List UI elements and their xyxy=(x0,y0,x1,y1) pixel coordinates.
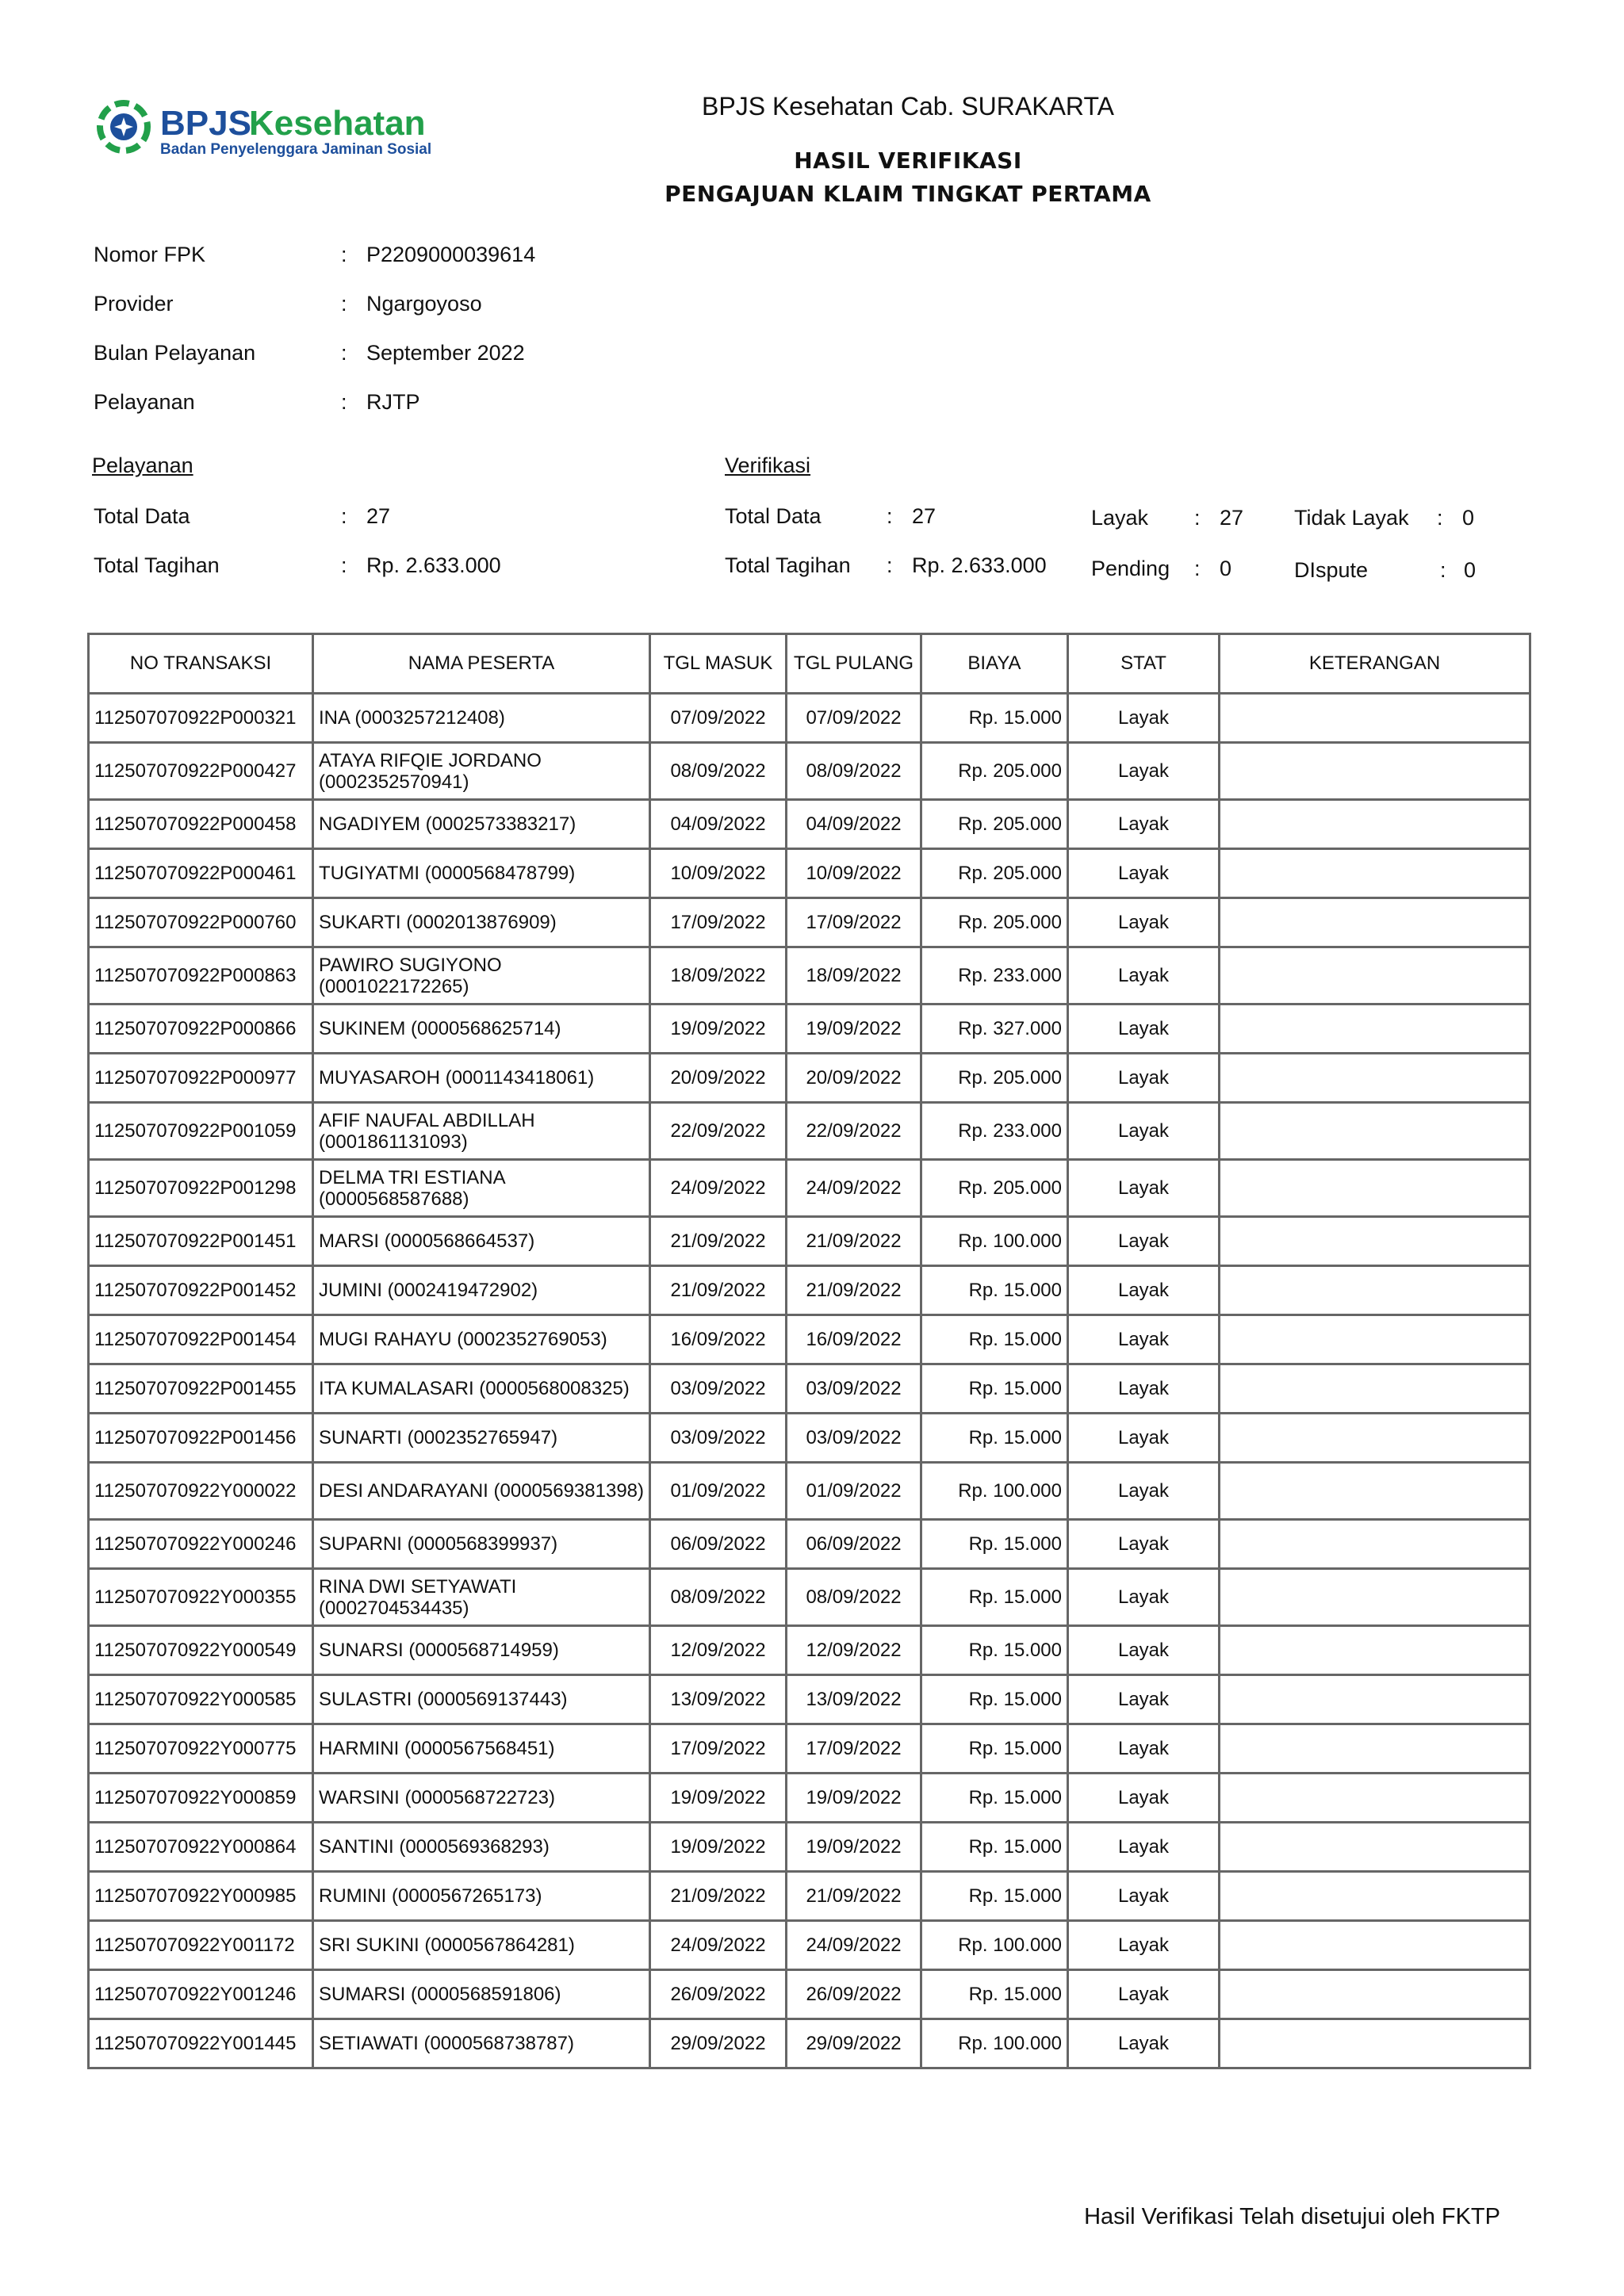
table-row xyxy=(89,947,1530,1004)
cell-tgl-pulang: 17/09/2022 xyxy=(787,1724,921,1774)
table-row xyxy=(89,1315,1530,1364)
bpjs-logo-icon xyxy=(94,94,442,165)
table-row xyxy=(89,1160,1530,1217)
cell-biaya: Rp. 15.000 xyxy=(921,1970,1068,2019)
table-row xyxy=(89,800,1530,849)
cell-no-transaksi: 112507070922P001059 xyxy=(89,1103,313,1160)
pelayanan-value: RJTP xyxy=(366,390,420,414)
colon: : xyxy=(1194,557,1201,580)
cell-no-transaksi: 112507070922Y000985 xyxy=(89,1872,313,1921)
table-header-row xyxy=(89,634,1530,694)
cell-no-transaksi: 112507070922P001455 xyxy=(89,1364,313,1414)
cell-stat: Layak xyxy=(1068,1315,1220,1364)
table-row xyxy=(89,1414,1530,1463)
cell-biaya: Rp. 100.000 xyxy=(921,2019,1068,2068)
cell-biaya: Rp. 15.000 xyxy=(921,1626,1068,1675)
pelayanan-total-tagihan-value: Rp. 2.633.000 xyxy=(366,553,501,577)
colon: : xyxy=(341,341,347,365)
table-row xyxy=(89,1872,1530,1921)
cell-stat: Layak xyxy=(1068,800,1220,849)
colon: : xyxy=(1437,506,1443,530)
cell-keterangan xyxy=(1220,1921,1530,1970)
document-subtitle: PENGAJUAN KLAIM TINGKAT PERTAMA xyxy=(665,181,1151,207)
cell-biaya: Rp. 205.000 xyxy=(921,898,1068,947)
cell-biaya: Rp. 15.000 xyxy=(921,1724,1068,1774)
cell-tgl-masuk: 07/09/2022 xyxy=(650,694,787,743)
cell-keterangan xyxy=(1220,1217,1530,1266)
cell-tgl-masuk: 01/09/2022 xyxy=(650,1463,787,1520)
cell-stat: Layak xyxy=(1068,1054,1220,1103)
table-row xyxy=(89,898,1530,947)
pending-value: 0 xyxy=(1220,557,1232,580)
cell-keterangan xyxy=(1220,1823,1530,1872)
pending-label: Pending xyxy=(1091,557,1170,580)
cell-nama-peserta: TUGIYATMI (0000568478799) xyxy=(313,849,650,898)
cell-biaya: Rp. 15.000 xyxy=(921,1266,1068,1315)
cell-nama-peserta: DELMA TRI ESTIANA (0000568587688) xyxy=(313,1160,650,1217)
provider-value: Ngargoyoso xyxy=(366,292,482,316)
cell-keterangan xyxy=(1220,849,1530,898)
document-title: HASIL VERIFIKASI xyxy=(794,147,1022,174)
table-row xyxy=(89,1004,1530,1054)
cell-keterangan xyxy=(1220,743,1530,800)
header-tgl-pulang: TGL PULANG xyxy=(787,634,921,694)
cell-tgl-masuk: 17/09/2022 xyxy=(650,898,787,947)
cell-keterangan xyxy=(1220,1626,1530,1675)
cell-no-transaksi: 112507070922P001451 xyxy=(89,1217,313,1266)
cell-nama-peserta: NGADIYEM (0002573383217) xyxy=(313,800,650,849)
nomor-fpk-label: Nomor FPK xyxy=(94,243,206,266)
cell-biaya: Rp. 205.000 xyxy=(921,1160,1068,1217)
cell-tgl-masuk: 08/09/2022 xyxy=(650,1569,787,1626)
cell-tgl-pulang: 13/09/2022 xyxy=(787,1675,921,1724)
cell-nama-peserta: SUNARSI (0000568714959) xyxy=(313,1626,650,1675)
bpjs-logo xyxy=(94,94,442,165)
table-row xyxy=(89,1724,1530,1774)
colon: : xyxy=(1440,558,1446,582)
pelayanan-heading: Pelayanan xyxy=(92,453,193,477)
cell-nama-peserta: SUPARNI (0000568399937) xyxy=(313,1520,650,1569)
footer-approval-note: Hasil Verifikasi Telah disetujui oleh FKTP xyxy=(1084,2204,1500,2229)
pelayanan-total-data-value: 27 xyxy=(366,504,391,528)
cell-tgl-pulang: 19/09/2022 xyxy=(787,1774,921,1823)
cell-nama-peserta: DESI ANDARAYANI (0000569381398) xyxy=(313,1463,650,1520)
nomor-fpk-value: P2209000039614 xyxy=(366,243,536,266)
cell-tgl-masuk: 24/09/2022 xyxy=(650,1921,787,1970)
cell-keterangan xyxy=(1220,898,1530,947)
cell-tgl-pulang: 29/09/2022 xyxy=(787,2019,921,2068)
header-tgl-masuk: TGL MASUK xyxy=(650,634,787,694)
table-row xyxy=(89,1463,1530,1520)
cell-nama-peserta: SUNARTI (0002352765947) xyxy=(313,1414,650,1463)
cell-keterangan xyxy=(1220,1364,1530,1414)
cell-biaya: Rp. 100.000 xyxy=(921,1921,1068,1970)
cell-tgl-pulang: 19/09/2022 xyxy=(787,1823,921,1872)
cell-biaya: Rp. 15.000 xyxy=(921,1364,1068,1414)
cell-stat: Layak xyxy=(1068,1823,1220,1872)
cell-keterangan xyxy=(1220,694,1530,743)
table-row xyxy=(89,694,1530,743)
colon: : xyxy=(341,553,347,577)
cell-tgl-pulang: 07/09/2022 xyxy=(787,694,921,743)
dispute-label: DIspute xyxy=(1294,558,1369,582)
pelayanan-total-data-label: Total Data xyxy=(94,504,190,528)
cell-nama-peserta: RUMINI (0000567265173) xyxy=(313,1872,650,1921)
cell-no-transaksi: 112507070922P000863 xyxy=(89,947,313,1004)
cell-tgl-pulang: 08/09/2022 xyxy=(787,1569,921,1626)
cell-no-transaksi: 112507070922Y000775 xyxy=(89,1724,313,1774)
header-no-transaksi: NO TRANSAKSI xyxy=(89,634,313,694)
verifikasi-total-tagihan-value: Rp. 2.633.000 xyxy=(912,553,1047,577)
colon: : xyxy=(341,390,347,414)
cell-no-transaksi: 112507070922P001452 xyxy=(89,1266,313,1315)
cell-keterangan xyxy=(1220,1774,1530,1823)
cell-nama-peserta: SUKARTI (0002013876909) xyxy=(313,898,650,947)
layak-value: 27 xyxy=(1220,506,1244,530)
cell-tgl-masuk: 13/09/2022 xyxy=(650,1675,787,1724)
cell-biaya: Rp. 15.000 xyxy=(921,1872,1068,1921)
bulan-pelayanan-label: Bulan Pelayanan xyxy=(94,341,256,365)
pelayanan-label: Pelayanan xyxy=(94,390,195,414)
cell-nama-peserta: SANTINI (0000569368293) xyxy=(313,1823,650,1872)
cell-tgl-masuk: 08/09/2022 xyxy=(650,743,787,800)
cell-nama-peserta: ATAYA RIFQIE JORDANO (0002352570941) xyxy=(313,743,650,800)
table-row xyxy=(89,1970,1530,2019)
cell-biaya: Rp. 233.000 xyxy=(921,1103,1068,1160)
cell-tgl-masuk: 18/09/2022 xyxy=(650,947,787,1004)
table-row xyxy=(89,849,1530,898)
cell-tgl-pulang: 26/09/2022 xyxy=(787,1970,921,2019)
cell-no-transaksi: 112507070922P000461 xyxy=(89,849,313,898)
cell-tgl-pulang: 01/09/2022 xyxy=(787,1463,921,1520)
claims-table-wrapper xyxy=(87,633,1531,2069)
cell-keterangan xyxy=(1220,1004,1530,1054)
provider-label: Provider xyxy=(94,292,174,316)
cell-tgl-masuk: 16/09/2022 xyxy=(650,1315,787,1364)
cell-keterangan xyxy=(1220,1520,1530,1569)
cell-stat: Layak xyxy=(1068,1463,1220,1520)
cell-biaya: Rp. 15.000 xyxy=(921,1823,1068,1872)
cell-no-transaksi: 112507070922P000866 xyxy=(89,1004,313,1054)
cell-tgl-pulang: 21/09/2022 xyxy=(787,1266,921,1315)
cell-no-transaksi: 112507070922Y001246 xyxy=(89,1970,313,2019)
cell-no-transaksi: 112507070922P001454 xyxy=(89,1315,313,1364)
tidak-layak-value: 0 xyxy=(1462,506,1475,530)
cell-nama-peserta: SRI SUKINI (0000567864281) xyxy=(313,1921,650,1970)
cell-tgl-pulang: 10/09/2022 xyxy=(787,849,921,898)
cell-nama-peserta: WARSINI (0000568722723) xyxy=(313,1774,650,1823)
cell-nama-peserta: SETIAWATI (0000568738787) xyxy=(313,2019,650,2068)
colon: : xyxy=(341,243,347,266)
verifikasi-total-data-label: Total Data xyxy=(725,504,822,528)
cell-tgl-pulang: 24/09/2022 xyxy=(787,1160,921,1217)
cell-no-transaksi: 112507070922P000760 xyxy=(89,898,313,947)
header-stat: STAT xyxy=(1068,634,1220,694)
cell-tgl-masuk: 22/09/2022 xyxy=(650,1103,787,1160)
cell-tgl-masuk: 21/09/2022 xyxy=(650,1266,787,1315)
cell-no-transaksi: 112507070922Y001172 xyxy=(89,1921,313,1970)
cell-tgl-masuk: 19/09/2022 xyxy=(650,1004,787,1054)
cell-tgl-masuk: 19/09/2022 xyxy=(650,1823,787,1872)
cell-tgl-masuk: 10/09/2022 xyxy=(650,849,787,898)
cell-no-transaksi: 112507070922Y000355 xyxy=(89,1569,313,1626)
cell-biaya: Rp. 100.000 xyxy=(921,1463,1068,1520)
cell-nama-peserta: HARMINI (0000567568451) xyxy=(313,1724,650,1774)
cell-keterangan xyxy=(1220,1160,1530,1217)
table-row xyxy=(89,1675,1530,1724)
cell-stat: Layak xyxy=(1068,1103,1220,1160)
cell-nama-peserta: SULASTRI (0000569137443) xyxy=(313,1675,650,1724)
cell-tgl-masuk: 04/09/2022 xyxy=(650,800,787,849)
cell-no-transaksi: 112507070922P000977 xyxy=(89,1054,313,1103)
cell-biaya: Rp. 205.000 xyxy=(921,743,1068,800)
logo-text-bpjs: BPJS xyxy=(160,104,251,143)
cell-stat: Layak xyxy=(1068,1266,1220,1315)
cell-tgl-masuk: 26/09/2022 xyxy=(650,1970,787,2019)
cell-no-transaksi: 112507070922P001298 xyxy=(89,1160,313,1217)
cell-keterangan xyxy=(1220,1724,1530,1774)
cell-biaya: Rp. 100.000 xyxy=(921,1217,1068,1266)
cell-nama-peserta: SUMARSI (0000568591806) xyxy=(313,1970,650,2019)
cell-no-transaksi: 112507070922Y000549 xyxy=(89,1626,313,1675)
header-nama-peserta: NAMA PESERTA xyxy=(313,634,650,694)
cell-nama-peserta: AFIF NAUFAL ABDILLAH (0001861131093) xyxy=(313,1103,650,1160)
cell-nama-peserta: MUYASAROH (0001143418061) xyxy=(313,1054,650,1103)
branch-name: BPJS Kesehatan Cab. SURAKARTA xyxy=(702,92,1114,121)
cell-biaya: Rp. 205.000 xyxy=(921,849,1068,898)
cell-stat: Layak xyxy=(1068,1626,1220,1675)
cell-tgl-masuk: 24/09/2022 xyxy=(650,1160,787,1217)
logo-subtitle: Badan Penyelenggara Jaminan Sosial xyxy=(160,141,432,158)
cell-biaya: Rp. 15.000 xyxy=(921,1520,1068,1569)
cell-tgl-masuk: 06/09/2022 xyxy=(650,1520,787,1569)
cell-stat: Layak xyxy=(1068,743,1220,800)
cell-stat: Layak xyxy=(1068,1774,1220,1823)
cell-keterangan xyxy=(1220,2019,1530,2068)
cell-tgl-pulang: 03/09/2022 xyxy=(787,1414,921,1463)
cell-nama-peserta: ITA KUMALASARI (0000568008325) xyxy=(313,1364,650,1414)
colon: : xyxy=(887,504,893,528)
table-row xyxy=(89,743,1530,800)
verifikasi-total-data-value: 27 xyxy=(912,504,936,528)
cell-tgl-pulang: 17/09/2022 xyxy=(787,898,921,947)
cell-stat: Layak xyxy=(1068,694,1220,743)
cell-stat: Layak xyxy=(1068,1921,1220,1970)
cell-tgl-masuk: 21/09/2022 xyxy=(650,1872,787,1921)
claims-table xyxy=(87,633,1531,2069)
table-row xyxy=(89,1103,1530,1160)
cell-no-transaksi: 112507070922Y000859 xyxy=(89,1774,313,1823)
cell-no-transaksi: 112507070922Y001445 xyxy=(89,2019,313,2068)
colon: : xyxy=(341,504,347,528)
cell-stat: Layak xyxy=(1068,1569,1220,1626)
dispute-value: 0 xyxy=(1464,558,1477,582)
cell-tgl-pulang: 12/09/2022 xyxy=(787,1626,921,1675)
cell-keterangan xyxy=(1220,1103,1530,1160)
verifikasi-heading: Verifikasi xyxy=(725,453,811,477)
tidak-layak-label: Tidak Layak xyxy=(1294,506,1409,530)
table-row xyxy=(89,1217,1530,1266)
cell-stat: Layak xyxy=(1068,898,1220,947)
pelayanan-total-tagihan-label: Total Tagihan xyxy=(94,553,220,577)
table-row xyxy=(89,1921,1530,1970)
cell-no-transaksi: 112507070922P000427 xyxy=(89,743,313,800)
header-biaya: BIAYA xyxy=(921,634,1068,694)
cell-stat: Layak xyxy=(1068,1414,1220,1463)
header-keterangan: KETERANGAN xyxy=(1220,634,1530,694)
layak-label: Layak xyxy=(1091,506,1149,530)
cell-tgl-pulang: 18/09/2022 xyxy=(787,947,921,1004)
cell-keterangan xyxy=(1220,1315,1530,1364)
cell-tgl-pulang: 06/09/2022 xyxy=(787,1520,921,1569)
cell-stat: Layak xyxy=(1068,1004,1220,1054)
cell-tgl-pulang: 19/09/2022 xyxy=(787,1004,921,1054)
cell-stat: Layak xyxy=(1068,1364,1220,1414)
cell-stat: Layak xyxy=(1068,1675,1220,1724)
cell-tgl-masuk: 21/09/2022 xyxy=(650,1217,787,1266)
cell-stat: Layak xyxy=(1068,1724,1220,1774)
cell-keterangan xyxy=(1220,1463,1530,1520)
table-row xyxy=(89,1626,1530,1675)
table-row xyxy=(89,1569,1530,1626)
cell-keterangan xyxy=(1220,1569,1530,1626)
cell-stat: Layak xyxy=(1068,1217,1220,1266)
cell-stat: Layak xyxy=(1068,1520,1220,1569)
cell-biaya: Rp. 327.000 xyxy=(921,1004,1068,1054)
colon: : xyxy=(341,292,347,316)
table-row xyxy=(89,1823,1530,1872)
cell-no-transaksi: 112507070922Y000246 xyxy=(89,1520,313,1569)
colon: : xyxy=(887,553,893,577)
cell-no-transaksi: 112507070922Y000585 xyxy=(89,1675,313,1724)
cell-stat: Layak xyxy=(1068,849,1220,898)
cell-nama-peserta: SUKINEM (0000568625714) xyxy=(313,1004,650,1054)
cell-keterangan xyxy=(1220,1675,1530,1724)
bulan-pelayanan-value: September 2022 xyxy=(366,341,525,365)
table-row xyxy=(89,1774,1530,1823)
cell-tgl-pulang: 08/09/2022 xyxy=(787,743,921,800)
cell-stat: Layak xyxy=(1068,1970,1220,2019)
cell-biaya: Rp. 233.000 xyxy=(921,947,1068,1004)
table-row xyxy=(89,1364,1530,1414)
table-row xyxy=(89,1054,1530,1103)
table-row xyxy=(89,2019,1530,2068)
cell-biaya: Rp. 15.000 xyxy=(921,694,1068,743)
cell-biaya: Rp. 15.000 xyxy=(921,1414,1068,1463)
cell-keterangan xyxy=(1220,800,1530,849)
cell-stat: Layak xyxy=(1068,2019,1220,2068)
cell-biaya: Rp. 15.000 xyxy=(921,1675,1068,1724)
cell-biaya: Rp. 15.000 xyxy=(921,1315,1068,1364)
cell-keterangan xyxy=(1220,947,1530,1004)
cell-no-transaksi: 112507070922P000321 xyxy=(89,694,313,743)
cell-tgl-pulang: 04/09/2022 xyxy=(787,800,921,849)
cell-no-transaksi: 112507070922Y000022 xyxy=(89,1463,313,1520)
cell-tgl-masuk: 17/09/2022 xyxy=(650,1724,787,1774)
cell-no-transaksi: 112507070922Y000864 xyxy=(89,1823,313,1872)
cell-keterangan xyxy=(1220,1970,1530,2019)
cell-tgl-pulang: 21/09/2022 xyxy=(787,1872,921,1921)
cell-keterangan xyxy=(1220,1872,1530,1921)
cell-tgl-masuk: 29/09/2022 xyxy=(650,2019,787,2068)
cell-keterangan xyxy=(1220,1054,1530,1103)
cell-stat: Layak xyxy=(1068,1160,1220,1217)
cell-stat: Layak xyxy=(1068,947,1220,1004)
cell-tgl-pulang: 22/09/2022 xyxy=(787,1103,921,1160)
cell-nama-peserta: JUMINI (0002419472902) xyxy=(313,1266,650,1315)
cell-tgl-pulang: 21/09/2022 xyxy=(787,1217,921,1266)
cell-tgl-masuk: 20/09/2022 xyxy=(650,1054,787,1103)
table-row xyxy=(89,1520,1530,1569)
cell-nama-peserta: PAWIRO SUGIYONO (0001022172265) xyxy=(313,947,650,1004)
cell-tgl-pulang: 03/09/2022 xyxy=(787,1364,921,1414)
cell-keterangan xyxy=(1220,1414,1530,1463)
table-row xyxy=(89,1266,1530,1315)
verifikasi-total-tagihan-label: Total Tagihan xyxy=(725,553,851,577)
cell-nama-peserta: MUGI RAHAYU (0002352769053) xyxy=(313,1315,650,1364)
colon: : xyxy=(1194,506,1201,530)
cell-tgl-pulang: 16/09/2022 xyxy=(787,1315,921,1364)
logo-text-kesehatan: Kesehatan xyxy=(249,104,426,143)
cell-no-transaksi: 112507070922P000458 xyxy=(89,800,313,849)
cell-tgl-masuk: 03/09/2022 xyxy=(650,1364,787,1414)
cell-tgl-pulang: 24/09/2022 xyxy=(787,1921,921,1970)
cell-stat: Layak xyxy=(1068,1872,1220,1921)
cell-tgl-masuk: 19/09/2022 xyxy=(650,1774,787,1823)
cell-keterangan xyxy=(1220,1266,1530,1315)
cell-nama-peserta: INA (0003257212408) xyxy=(313,694,650,743)
cell-no-transaksi: 112507070922P001456 xyxy=(89,1414,313,1463)
cell-biaya: Rp. 205.000 xyxy=(921,1054,1068,1103)
cell-tgl-masuk: 12/09/2022 xyxy=(650,1626,787,1675)
cell-nama-peserta: RINA DWI SETYAWATI (0002704534435) xyxy=(313,1569,650,1626)
cell-biaya: Rp. 205.000 xyxy=(921,800,1068,849)
cell-tgl-masuk: 03/09/2022 xyxy=(650,1414,787,1463)
cell-tgl-pulang: 20/09/2022 xyxy=(787,1054,921,1103)
cell-nama-peserta: MARSI (0000568664537) xyxy=(313,1217,650,1266)
cell-biaya: Rp. 15.000 xyxy=(921,1774,1068,1823)
cell-biaya: Rp. 15.000 xyxy=(921,1569,1068,1626)
